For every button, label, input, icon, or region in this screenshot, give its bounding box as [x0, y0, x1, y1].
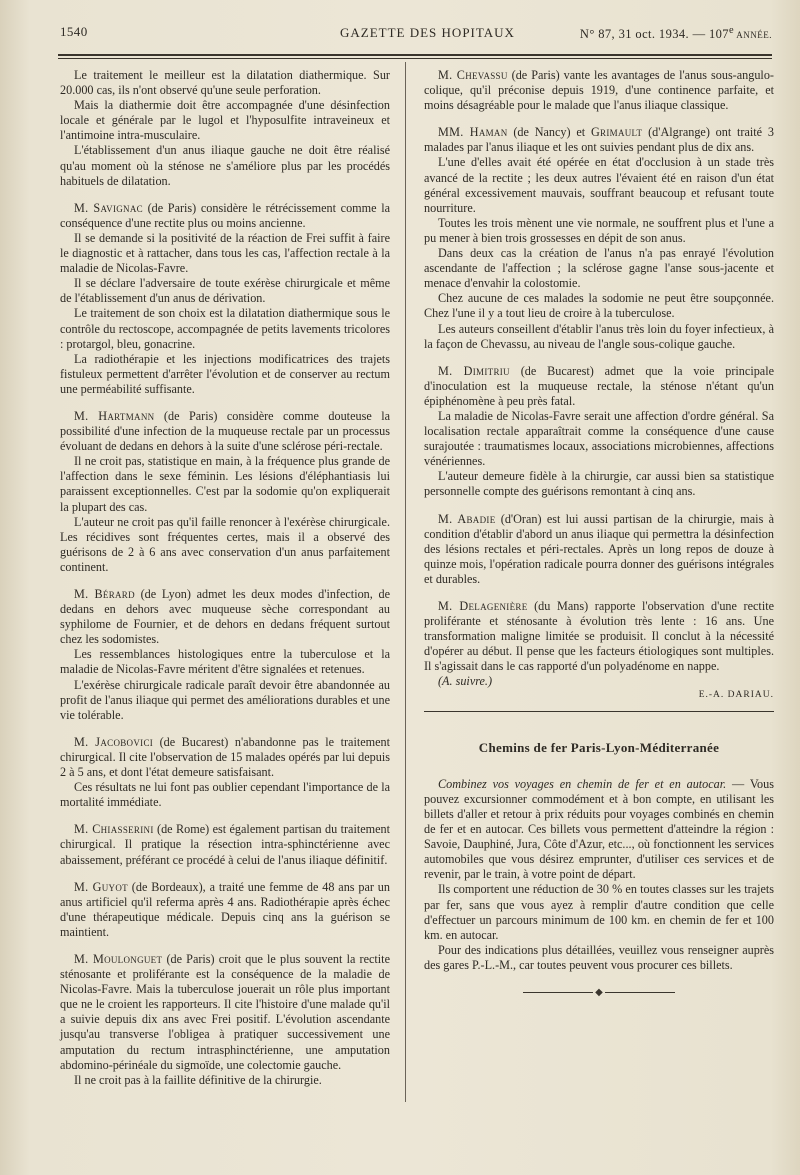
paragraph-text: (de Bucarest) admet que la voie principale d'inoculation est la muqueuse rectale, la sténose n'étant qu'un épiphénomène à peu près fatal. — [424, 363, 774, 408]
paragraph: La maladie de Nicolas-Favre serait une affection d'ordre général. Sa localisation rectale apparaîtrait comme la conséquence d'une cause surajoutée : traumatismes locaux, associations microbiennes, affections vénériennes. — [424, 408, 774, 469]
end-ornament: ◆ — [424, 985, 774, 1000]
author-name: M. Dimitriu — [438, 363, 510, 378]
paragraph: Il ne croit pas, statistique en main, à la fréquence plus grande de l'affection dans le sexe féminin. Les lésions d'éléphantiasis lui paraissent exceptionnelles. C'est par la sodomie qu'on expliquerait la plupart des cas. — [60, 454, 390, 514]
left-column — [60, 68, 390, 1088]
paragraph-plm-intro — [424, 777, 774, 883]
author-name: M. Savignac — [74, 200, 143, 215]
page-number: 1540 — [60, 24, 88, 39]
author-name: M. Abadie — [438, 511, 496, 526]
paragraph-jacobovici — [60, 735, 390, 780]
paragraph: Il se déclare l'adversaire de toute exérèse chirurgicale et même de l'établissement d'un anus de dérivation. — [60, 276, 390, 306]
paragraph: Les ressemblances histologiques entre la tuberculose et la maladie de Nicolas-Favre méritent d'être signalées et retenues. — [60, 647, 390, 677]
paragraph: Ces résultats ne lui font pas oublier cependant l'importance de la mortalité immédiate. — [60, 780, 390, 810]
author-name: M. Delagenière — [438, 599, 528, 613]
paragraph: Ils comportent une réduction de 30 % en toutes classes sur les trajets par fer, sans que vous ayez à remplir d'autre condition que celle d'effectuer un parcours minimum de 100 km. en chemin de fer et 100 km. en autocar. — [424, 882, 774, 942]
paragraph-text: (de Nancy) et — [507, 125, 591, 140]
paragraph-abadie — [424, 512, 774, 587]
paragraph: L'établissement d'un anus iliaque gauche ne doit être réalisé qu'au moment où la sténose ne s'améliore plus par les procédés habituels de dilatation. — [60, 143, 390, 188]
lead-in: Combinez vos voyages en chemin de fer et en autocar. — [438, 776, 727, 791]
author-name: M. Chiasserini — [74, 822, 154, 837]
issue-ordinal: e — [728, 25, 734, 36]
section-title: Chemins de fer Paris-Lyon-Méditerranée — [478, 739, 720, 755]
paragraph-text: (de Lyon) admet les deux modes d'infection, de dedans en dehors avec muqueuse sèche correspondant au syphilome de Fournier, et de dehors en dedans fréquent surtout chez les sodomistes. — [60, 587, 390, 647]
issue-info — [580, 25, 772, 42]
paragraph-savignac — [60, 201, 390, 231]
paragraph: Mais la diathermie doit être accompagnée d'une désinfection locale et générale par le lugol et l'hyposulfite intraveineux et l'antimoine intra-musculaire. — [60, 98, 390, 143]
issue-year-label: ANNÉE. — [734, 30, 772, 41]
paragraph-berard — [60, 587, 390, 647]
paragraph: Le traitement de son choix est la dilatation diathermique sous le contrôle du rectoscope, accompagnée de petits lavements tricolores : protargol, bleu, gonacrine. — [60, 306, 390, 351]
paragraph-chiasserini — [60, 822, 390, 867]
author-name: M. Jacobovici — [74, 734, 154, 749]
paragraph-hartmann — [60, 409, 390, 454]
paragraph: L'auteur ne croit pas qu'il faille renoncer à l'exérèse chirurgicale. Les récidives sont fréquentes certes, mais il a observé des guérisons de 2 à 6 ans avec conservation d'un anus parfaitement continent. — [60, 514, 390, 574]
author-name: M. Moulonguet — [74, 951, 163, 966]
section-separator — [424, 711, 774, 712]
issue-date: N° 87, 31 oct. 1934. — 107 — [579, 27, 729, 42]
paragraph-chevassu — [424, 68, 774, 113]
paragraph: L'auteur demeure fidèle à la chirurgie, car aussi bien sa statistique personnelle compte des guérisons remontant à cinq ans. — [424, 469, 774, 499]
paragraph: L'exérèse chirurgicale radicale paraît devoir être abandonnée au profit de l'anus iliaque qui permet des améliorations durables et une vie tolérable. — [60, 677, 390, 722]
paragraph-delageniere — [424, 599, 774, 674]
author-name: Grimault — [590, 125, 643, 140]
paragraph-text: (d'Oran) est lui aussi partisan de la chirurgie, mais à condition d'établir d'abord un anus iliaque qui permettra la désinfection des lésions rectales et péri-rectales. Après un long repos de douze à quinze mois, l'opération radicale pourra donner des guérisons intégrales et durables. — [424, 511, 774, 586]
journal-title: GAZETTE DES HOPITAUX — [340, 25, 515, 40]
header-rule-thin — [58, 58, 772, 59]
author-name: M. Chevassu — [438, 68, 508, 82]
paragraph: L'une d'elles avait été opérée en état d'occlusion à un stade très avancé de la rectite ; les deux autres l'évaient été en raison d'un état général excessivement mauvais, souffrant beaucoup et refusant toute nourriture. — [424, 155, 774, 215]
paragraph-haman — [424, 125, 774, 155]
paragraph: Il se demande si la positivité de la réaction de Frei suffit à faire le diagnostic et à rattacher, dans tous les cas, l'affection rectale à la maladie de Nicolas-Favre. — [60, 230, 390, 276]
paragraph-text: (de Rome) est également partisan du traitement chirurgical. Il pratique la résection intra-sphinctérienne avec abaissement, préférant ce procédé à celui de l'anus iliaque définitif. — [60, 822, 390, 867]
author-name: M. Bérard — [74, 587, 135, 601]
paragraph: Chez aucune de ces malades la sodomie ne peut être soupçonnée. Chez l'une il y a tout lieu de croire à la tuberculose. — [424, 291, 774, 321]
paragraph-moulonguet — [60, 952, 390, 1073]
author-name: MM. Haman — [438, 125, 508, 140]
page-header — [60, 22, 772, 46]
paragraph-text: (de Paris) vante les avantages de l'anus sous-angulo-colique, qu'il préconise depuis 1919, d'une continence parfaite, et moins désagréable pour le malade que l'anus iliaque classique. — [424, 68, 774, 113]
paragraph-text: (de Paris) considère le rétrécissement comme la conséquence d'une rectite plus ou moins ancienne. — [60, 200, 390, 230]
paragraph-text: (de Bucarest) n'abandonne pas le traitement chirurgical. Il cite l'observation de 15 malades opérés par lui depuis 2 à 5 ans, et dont l'état demeure satisfaisant. — [60, 734, 390, 780]
paragraph: Pour des indications plus détaillées, veuillez vous renseigner auprès des gares P.-L.-M., car toutes peuvent vous procurer ces billets. — [424, 942, 774, 972]
paragraph: Le traitement le meilleur est la dilatation diathermique. Sur 20.000 cas, ils n'ont observé qu'une seule perforation. — [60, 68, 390, 98]
column-divider — [405, 62, 406, 1102]
author-name: M. Guyot — [74, 879, 128, 894]
suivre-note: (A. suivre.) — [438, 674, 493, 689]
paragraph: Il ne croit pas à la faillite définitive de la chirurgie. — [74, 1072, 322, 1087]
paragraph-text: — Vous pouvez excursionner commodément et à bon compte, en utilisant les billets d'aller et retour à prix réduits pour voyages combinés en chemin de fer et en autocar. Ces billets vous permettent d'atteindre la région : Savoie, Dauphiné, Jura, Côte d'Azur, etc..., où fonctionnent les services automobiles que vous désirez emprunter, d'utiliser ces services et de revenir, par le train, à votre point de départ. — [424, 776, 774, 882]
paragraph-text: (de Bordeaux), a traité une femme de 48 ans par un anus artificiel qu'il referma après 4 ans. Radiothérapie après échec d'une thérapeutique médicale. Depuis cinq ans la guérison se maintient. — [60, 879, 390, 939]
paragraph: Les auteurs conseillent d'établir l'anus très loin du foyer infectieux, à la façon de Chevassu, au niveau de l'angle sous-colique gauche. — [424, 321, 774, 351]
paragraph-guyot — [60, 880, 390, 940]
author-name: M. Hartmann — [74, 408, 155, 423]
paragraph-text: (de Paris) croit que le plus souvent la rectite sténosante et proliférante est la conséquence de la maladie de Nicolas-Favre. Mais la tuberculose jouerait un rôle plus important que ne le croient les rapporteurs. Il cite l'histoire d'une malade qu'il a suivie depuis dix ans avec Frei positif. L'évolution ascendante jusqu'au transverse l'obligea à pratiquer successivement une amputation du rectum intrasphinctérienne, une amputation abdomino-périnéale du sigmoïde, une colectomie gauche. — [60, 951, 390, 1072]
paragraph: La radiothérapie et les injections modificatrices des trajets fistuleux permettent d'arrêter l'évolution et de conserver au rectum une perméabilité suffisante. — [60, 351, 390, 396]
paragraph-dimitriu — [424, 364, 774, 409]
paragraph-text: (de Paris) considère comme douteuse la possibilité d'une infection de la muqueuse rectale par un processus évoluant de dedans en dehors à la suite d'une sclérose péri-rectale. — [60, 408, 390, 454]
paragraph: Dans deux cas la création de l'anus n'a pas enrayé l'évolution ascendante de l'affection ; la sclérose gagne l'anse sous-jacente et menace d'envahir la colostomie. — [424, 246, 774, 291]
paragraph-text: (d'Algrange) ont traité 3 malades par l'anus iliaque et les ont suivies pendant plus de dix ans. — [424, 125, 774, 155]
paragraph-text: (du Mans) rapporte l'observation d'une rectite proliférante et sténosante à évolution très lente : 16 ans. Une transformation maligne limitée se produisit. Il conclut à la nécessité d'opérer au début. Il pense que les facteurs étiologiques sont multiples. Il s'agissait dans le cas rapporté d'un polyadénome en nappe. — [424, 599, 775, 674]
paragraph: Toutes les trois mènent une vie normale, ne souffrent plus et l'une a pu mener à bien trois grossesses en dépit de son anus. — [424, 215, 774, 245]
author-signature: E.-A. DARIAU. — [698, 689, 774, 700]
header-rule — [58, 54, 772, 56]
right-column — [424, 68, 774, 1000]
